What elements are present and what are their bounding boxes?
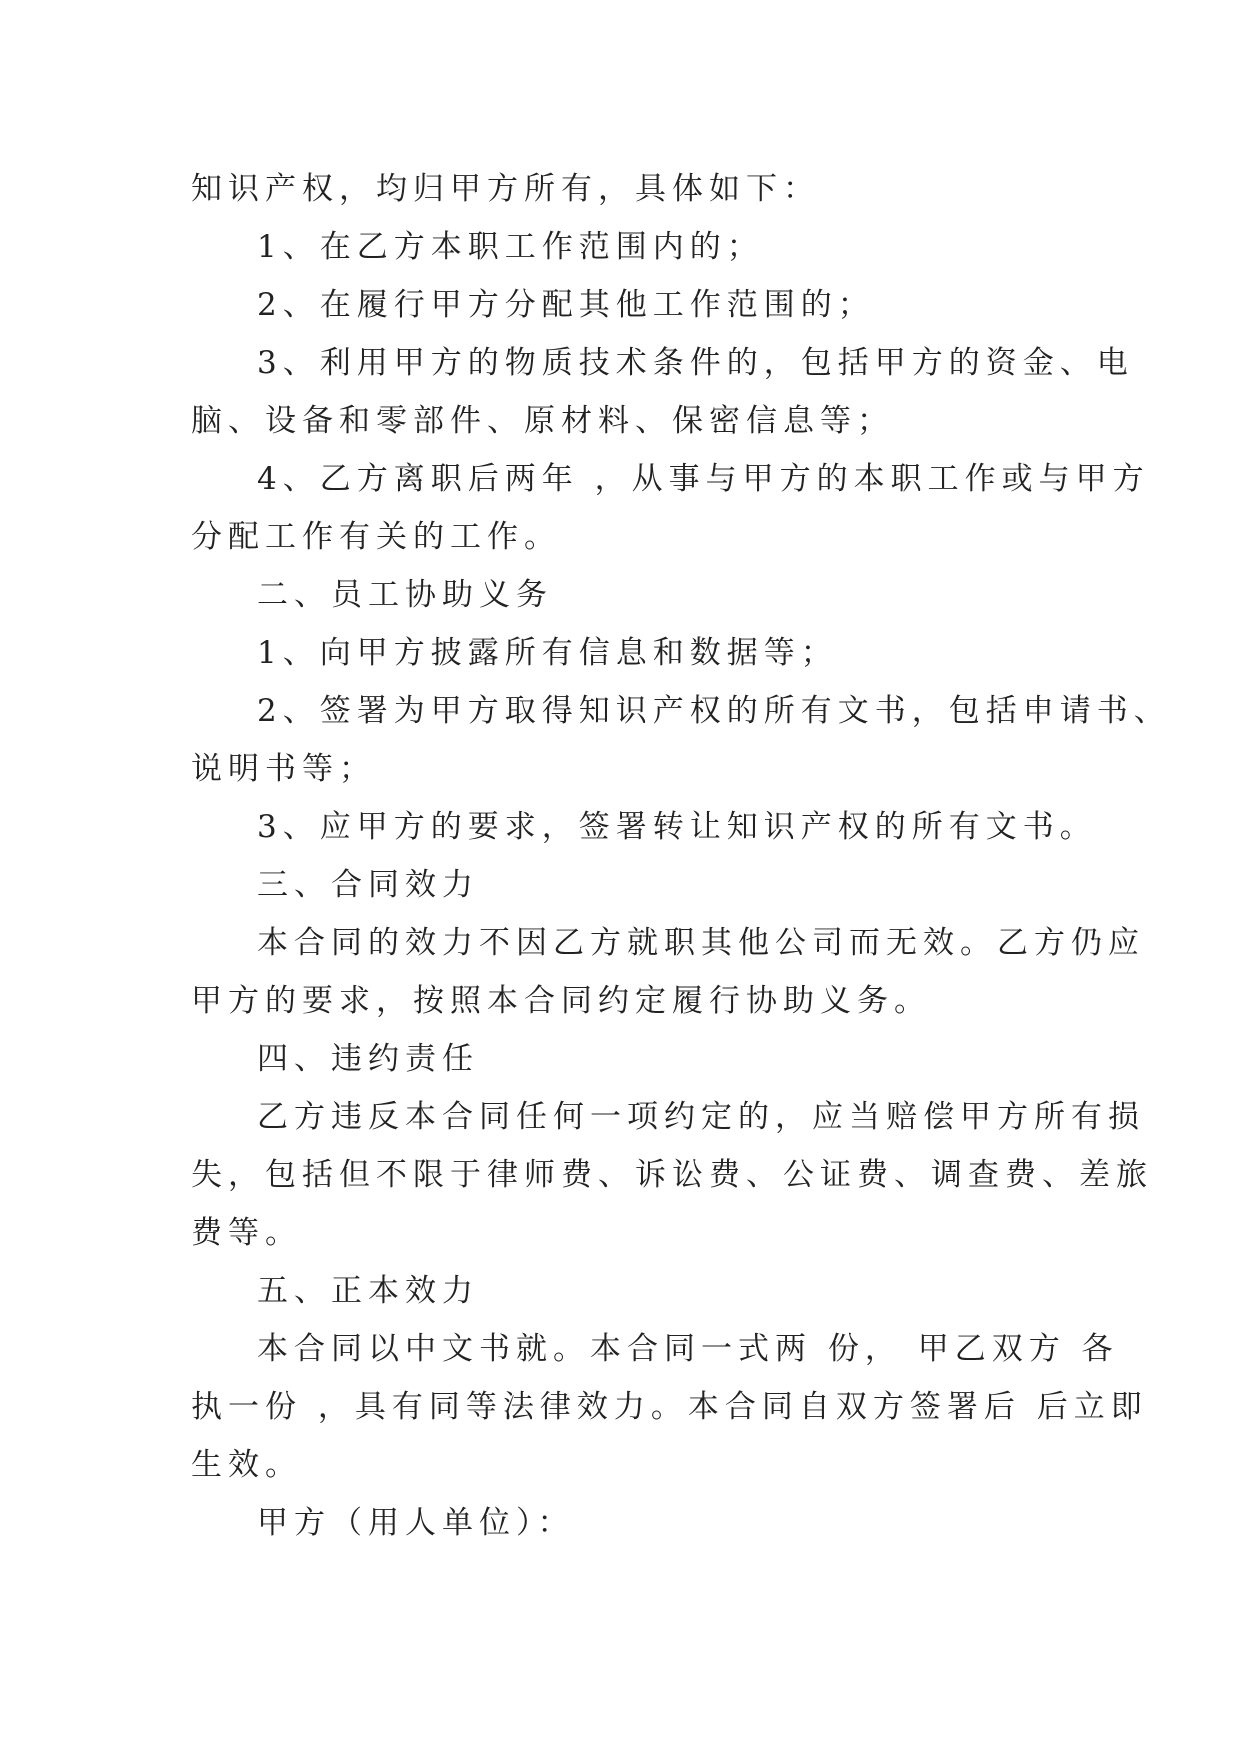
- section-heading: 五、正本效力: [257, 1273, 479, 1309]
- section-heading: 二、员工协助义务: [257, 577, 553, 613]
- text-line: 分配工作有关的工作。: [191, 519, 561, 555]
- text-line: 本合同的效力不因乙方就职其他公司而无效。乙方仍应: [257, 925, 1145, 961]
- text-line: 1、向甲方披露所有信息和数据等；: [257, 635, 838, 671]
- contract-body: [191, 160, 1171, 1552]
- text-line: 3、利用甲方的物质技术条件的，包括甲方的资金、电: [257, 345, 1134, 381]
- section-heading: 四、违约责任: [257, 1041, 479, 1077]
- text-line: 失，包括但不限于律师费、诉讼费、公证费、调查费、差旅: [191, 1157, 1153, 1193]
- section-heading: 三、合同效力: [257, 867, 479, 903]
- text-line: 乙方违反本合同任何一项约定的，应当赔偿甲方所有损: [257, 1099, 1145, 1135]
- text-line: 生效。: [191, 1447, 302, 1483]
- signature-party-a-label: 甲方（用人单位）：: [257, 1505, 575, 1541]
- text-line: 说明书等；: [191, 751, 376, 787]
- text-line: 费等。: [191, 1215, 302, 1251]
- text-line: 知识产权，均归甲方所有，具体如下：: [191, 171, 820, 207]
- text-line: 脑、设备和零部件、原材料、保密信息等；: [191, 403, 894, 439]
- text-line: 1、在乙方本职工作范围内的；: [257, 229, 764, 265]
- text-line: 执一份 ，具有同等法律效力。本合同自双方签署后 后立即: [191, 1389, 1148, 1425]
- text-line: 甲方的要求，按照本合同约定履行协助义务。: [191, 983, 931, 1019]
- text-line: 3、应甲方的要求，签署转让知识产权的所有文书。: [257, 809, 1097, 845]
- text-line: 本合同以中文书就。本合同一式两 份， 甲乙双方 各: [257, 1331, 1119, 1367]
- text-line: 2、签署为甲方取得知识产权的所有文书，包括申请书、: [257, 693, 1171, 729]
- text-line: 2、在履行甲方分配其他工作范围的；: [257, 287, 875, 323]
- text-line: 4、乙方离职后两年 ，从事与甲方的本职工作或与甲方: [257, 461, 1150, 497]
